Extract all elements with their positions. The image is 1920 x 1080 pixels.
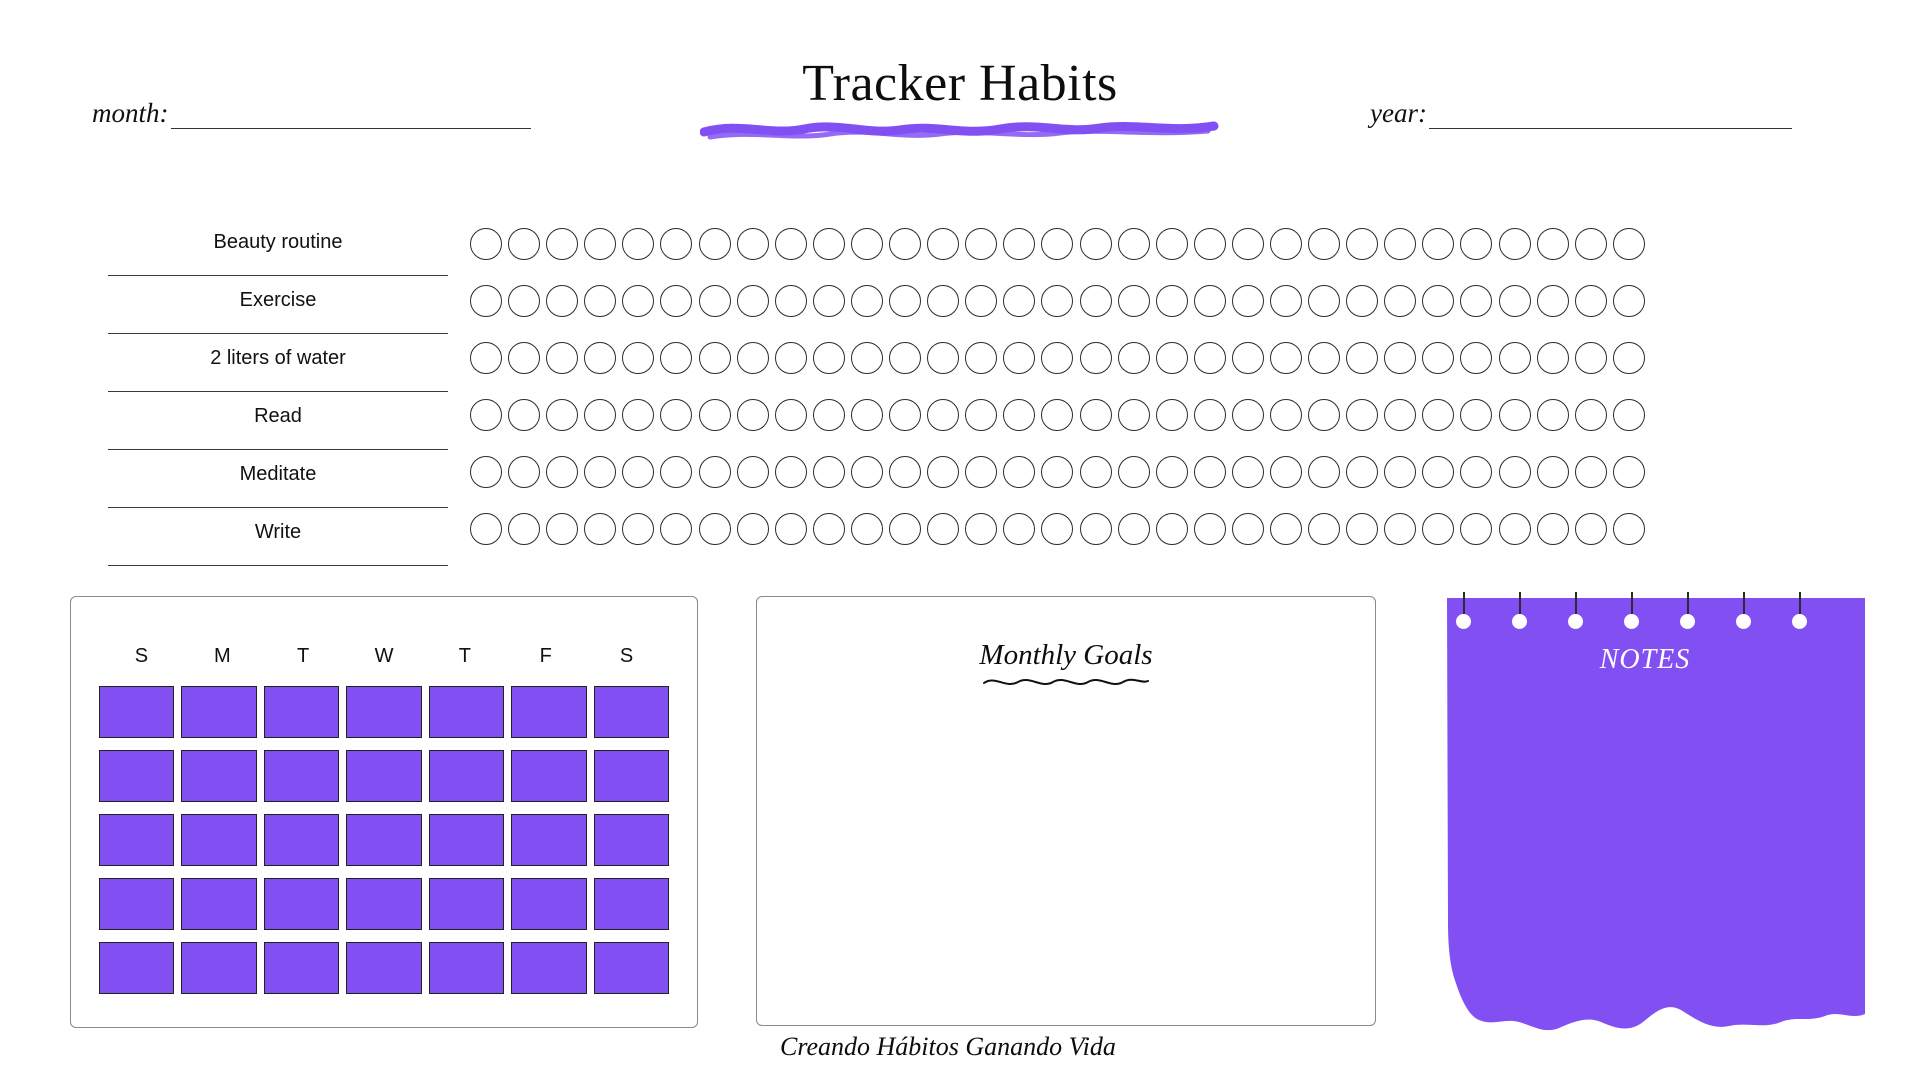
calendar-day-cell[interactable] bbox=[594, 942, 669, 994]
habit-day-checkbox[interactable] bbox=[889, 342, 921, 374]
year-label: year: bbox=[1370, 98, 1427, 128]
habit-day-checkbox[interactable] bbox=[1080, 456, 1112, 488]
notes-ring-icon bbox=[1680, 614, 1695, 629]
habit-day-checkbox[interactable] bbox=[1003, 456, 1035, 488]
title-brush-underline bbox=[700, 116, 1220, 142]
calendar-day-cell[interactable] bbox=[346, 686, 421, 738]
title-block bbox=[660, 55, 1260, 142]
habit-day-checkbox[interactable] bbox=[660, 399, 692, 431]
weekday-label: T bbox=[297, 645, 310, 667]
habit-day-checkbox[interactable] bbox=[1499, 513, 1531, 545]
habit-row[interactable] bbox=[108, 276, 448, 334]
habit-day-checkbox[interactable] bbox=[584, 342, 616, 374]
habit-day-checkbox[interactable] bbox=[1613, 456, 1645, 488]
habit-checkbox-row[interactable] bbox=[470, 329, 1645, 386]
habit-day-checkbox[interactable] bbox=[1613, 228, 1645, 260]
calendar-day-cell[interactable] bbox=[99, 750, 174, 802]
habit-day-checkbox[interactable] bbox=[1384, 513, 1416, 545]
habit-day-checkbox[interactable] bbox=[889, 513, 921, 545]
habit-day-checkbox[interactable] bbox=[1270, 399, 1302, 431]
habit-day-checkbox[interactable] bbox=[1537, 285, 1569, 317]
calendar-day-cell[interactable] bbox=[181, 878, 256, 930]
calendar-day-cell[interactable] bbox=[264, 942, 339, 994]
habit-day-checkbox[interactable] bbox=[1422, 399, 1454, 431]
habit-day-checkbox[interactable] bbox=[813, 285, 845, 317]
habit-day-checkbox[interactable] bbox=[660, 513, 692, 545]
habit-day-checkbox[interactable] bbox=[1041, 342, 1073, 374]
habit-day-checkbox[interactable] bbox=[1384, 456, 1416, 488]
habit-day-checkbox[interactable] bbox=[660, 342, 692, 374]
calendar-day-cell[interactable] bbox=[429, 750, 504, 802]
habit-day-checkbox[interactable] bbox=[1422, 342, 1454, 374]
habit-day-checkbox[interactable] bbox=[1118, 513, 1150, 545]
habit-row[interactable] bbox=[108, 392, 448, 450]
calendar-week-row bbox=[99, 686, 669, 738]
habit-day-checkbox[interactable] bbox=[1308, 228, 1340, 260]
notes-pad[interactable] bbox=[1415, 592, 1875, 1052]
habit-day-checkbox[interactable] bbox=[1537, 456, 1569, 488]
habit-day-checkbox[interactable] bbox=[1422, 228, 1454, 260]
habit-day-checkbox[interactable] bbox=[965, 342, 997, 374]
habit-day-checkbox[interactable] bbox=[1041, 456, 1073, 488]
habit-day-checkbox[interactable] bbox=[1194, 285, 1226, 317]
calendar-day-cell[interactable] bbox=[429, 814, 504, 866]
habit-day-checkbox[interactable] bbox=[1041, 513, 1073, 545]
habit-day-checkbox[interactable] bbox=[775, 513, 807, 545]
habit-row[interactable] bbox=[108, 450, 448, 508]
habit-day-checkbox[interactable] bbox=[1270, 285, 1302, 317]
habit-day-checkbox[interactable] bbox=[622, 342, 654, 374]
habit-day-checkbox[interactable] bbox=[584, 399, 616, 431]
habit-day-checkbox[interactable] bbox=[1346, 399, 1378, 431]
calendar-grid[interactable] bbox=[71, 686, 697, 994]
weekday-label: S bbox=[619, 645, 634, 667]
habit-day-checkbox[interactable] bbox=[737, 456, 769, 488]
notes-ring-icon bbox=[1736, 614, 1751, 629]
calendar-day-cell[interactable] bbox=[346, 750, 421, 802]
habit-day-checkbox[interactable] bbox=[927, 342, 959, 374]
habit-day-checkbox[interactable] bbox=[1384, 285, 1416, 317]
calendar-day-cell[interactable] bbox=[181, 942, 256, 994]
habit-day-checkbox[interactable] bbox=[1346, 513, 1378, 545]
habit-label: Beauty routine bbox=[213, 231, 343, 253]
habit-day-checkbox[interactable] bbox=[1118, 342, 1150, 374]
calendar-weekday-header bbox=[71, 645, 697, 668]
habit-day-checkbox[interactable] bbox=[1346, 285, 1378, 317]
weekday-label: T bbox=[458, 645, 471, 667]
habit-day-checkbox[interactable] bbox=[584, 285, 616, 317]
habit-day-checkbox[interactable] bbox=[1232, 399, 1264, 431]
habit-day-checkbox[interactable] bbox=[1537, 228, 1569, 260]
habit-day-checkbox[interactable] bbox=[737, 399, 769, 431]
calendar-day-cell[interactable] bbox=[346, 878, 421, 930]
habit-day-checkbox[interactable] bbox=[737, 342, 769, 374]
habit-day-checkbox[interactable] bbox=[1270, 228, 1302, 260]
calendar-day-cell[interactable] bbox=[346, 942, 421, 994]
notes-ring-icon bbox=[1568, 614, 1583, 629]
calendar-day-cell[interactable] bbox=[346, 814, 421, 866]
calendar-day-cell[interactable] bbox=[594, 814, 669, 866]
calendar-week-row bbox=[99, 814, 669, 866]
habit-day-checkbox[interactable] bbox=[1346, 342, 1378, 374]
habit-day-checkbox[interactable] bbox=[1499, 456, 1531, 488]
habit-day-checkbox[interactable] bbox=[508, 513, 540, 545]
calendar-panel bbox=[70, 596, 698, 1028]
habit-day-checkbox[interactable] bbox=[851, 285, 883, 317]
habit-day-checkbox[interactable] bbox=[470, 285, 502, 317]
habit-day-checkbox[interactable] bbox=[1308, 399, 1340, 431]
habit-day-checkbox[interactable] bbox=[1003, 285, 1035, 317]
habit-day-checkbox[interactable] bbox=[927, 228, 959, 260]
habit-day-checkbox[interactable] bbox=[546, 513, 578, 545]
habit-day-checkbox[interactable] bbox=[1041, 285, 1073, 317]
habit-day-checkbox[interactable] bbox=[1613, 399, 1645, 431]
habit-day-checkbox[interactable] bbox=[1118, 456, 1150, 488]
year-input[interactable] bbox=[1429, 104, 1792, 129]
habit-day-checkbox[interactable] bbox=[1232, 285, 1264, 317]
habit-day-checkbox[interactable] bbox=[737, 513, 769, 545]
calendar-day-cell[interactable] bbox=[594, 686, 669, 738]
habit-day-checkbox[interactable] bbox=[470, 456, 502, 488]
notes-ring-icon bbox=[1624, 614, 1639, 629]
habit-day-checkbox[interactable] bbox=[1308, 285, 1340, 317]
habit-day-checkbox[interactable] bbox=[1118, 399, 1150, 431]
habit-day-checkbox[interactable] bbox=[470, 228, 502, 260]
calendar-day-cell[interactable] bbox=[511, 814, 586, 866]
habit-day-checkbox[interactable] bbox=[965, 285, 997, 317]
calendar-day-cell[interactable] bbox=[181, 750, 256, 802]
habit-day-checkbox[interactable] bbox=[927, 456, 959, 488]
habit-day-checkbox[interactable] bbox=[1270, 456, 1302, 488]
habit-day-checkbox[interactable] bbox=[699, 456, 731, 488]
habit-day-checkbox[interactable] bbox=[737, 285, 769, 317]
habit-day-checkbox[interactable] bbox=[889, 456, 921, 488]
habit-day-checkbox[interactable] bbox=[508, 285, 540, 317]
habit-day-checkbox[interactable] bbox=[1537, 342, 1569, 374]
habit-day-checkbox[interactable] bbox=[584, 456, 616, 488]
habit-day-checkbox[interactable] bbox=[584, 228, 616, 260]
habit-day-checkbox[interactable] bbox=[1308, 342, 1340, 374]
habit-day-checkbox[interactable] bbox=[1499, 285, 1531, 317]
habit-day-checkbox[interactable] bbox=[622, 228, 654, 260]
habit-day-checkbox[interactable] bbox=[1499, 228, 1531, 260]
habit-day-checkbox[interactable] bbox=[660, 228, 692, 260]
habit-day-checkbox[interactable] bbox=[1118, 285, 1150, 317]
habit-day-checkbox[interactable] bbox=[1384, 342, 1416, 374]
habit-day-checkbox[interactable] bbox=[622, 285, 654, 317]
habit-day-checkbox[interactable] bbox=[699, 285, 731, 317]
habit-day-checkbox[interactable] bbox=[775, 228, 807, 260]
habit-day-checkbox[interactable] bbox=[1041, 399, 1073, 431]
habit-day-checkbox[interactable] bbox=[470, 513, 502, 545]
habit-day-checkbox[interactable] bbox=[1613, 342, 1645, 374]
weekday-label: M bbox=[213, 645, 231, 667]
habit-day-checkbox[interactable] bbox=[622, 399, 654, 431]
habit-day-checkbox[interactable] bbox=[508, 342, 540, 374]
habit-day-checkbox[interactable] bbox=[1460, 456, 1492, 488]
habit-day-checkbox[interactable] bbox=[927, 513, 959, 545]
calendar-day-cell[interactable] bbox=[594, 750, 669, 802]
habit-day-checkbox[interactable] bbox=[1346, 228, 1378, 260]
habit-day-checkbox[interactable] bbox=[1460, 285, 1492, 317]
habit-day-checkbox[interactable] bbox=[699, 399, 731, 431]
calendar-day-cell[interactable] bbox=[264, 686, 339, 738]
habit-day-checkbox[interactable] bbox=[1080, 399, 1112, 431]
habit-day-checkbox[interactable] bbox=[1575, 513, 1607, 545]
habit-day-checkbox[interactable] bbox=[1156, 228, 1188, 260]
calendar-day-cell[interactable] bbox=[264, 814, 339, 866]
footer-tagline: Creando Hábitos Ganando Vida bbox=[780, 1032, 1116, 1061]
habit-label: Meditate bbox=[239, 463, 317, 485]
habit-day-checkbox[interactable] bbox=[851, 342, 883, 374]
page-header bbox=[0, 0, 1920, 175]
habit-day-checkbox[interactable] bbox=[1194, 513, 1226, 545]
habit-day-checkbox[interactable] bbox=[775, 285, 807, 317]
habit-day-checkbox[interactable] bbox=[1460, 513, 1492, 545]
habit-day-checkbox[interactable] bbox=[1575, 342, 1607, 374]
habit-day-checkbox[interactable] bbox=[1194, 456, 1226, 488]
habit-day-checkbox[interactable] bbox=[1232, 342, 1264, 374]
habit-day-checkbox[interactable] bbox=[470, 342, 502, 374]
habit-day-checkbox[interactable] bbox=[1575, 285, 1607, 317]
habit-label: Write bbox=[254, 521, 302, 543]
habit-day-checkbox[interactable] bbox=[1270, 513, 1302, 545]
habit-day-checkbox[interactable] bbox=[1499, 399, 1531, 431]
habit-day-checkbox[interactable] bbox=[813, 513, 845, 545]
habit-day-checkbox[interactable] bbox=[1575, 456, 1607, 488]
habit-checkbox-row[interactable] bbox=[470, 386, 1645, 443]
habit-day-checkbox[interactable] bbox=[546, 456, 578, 488]
habit-checkbox-row[interactable] bbox=[470, 443, 1645, 500]
month-label: month: bbox=[92, 98, 169, 128]
habit-day-checkbox[interactable] bbox=[1460, 342, 1492, 374]
notes-ring-icon bbox=[1456, 614, 1471, 629]
habit-day-checkbox[interactable] bbox=[546, 399, 578, 431]
habit-day-checkbox[interactable] bbox=[889, 228, 921, 260]
habit-day-checkbox[interactable] bbox=[1422, 285, 1454, 317]
habit-row[interactable] bbox=[108, 508, 448, 566]
calendar-day-cell[interactable] bbox=[511, 942, 586, 994]
habit-day-checkbox[interactable] bbox=[546, 285, 578, 317]
habit-day-checkbox[interactable] bbox=[1080, 342, 1112, 374]
monthly-goals-panel[interactable] bbox=[756, 596, 1376, 1026]
habit-day-checkbox[interactable] bbox=[813, 399, 845, 431]
calendar-day-cell[interactable] bbox=[594, 878, 669, 930]
habit-day-checkbox[interactable] bbox=[1537, 513, 1569, 545]
calendar-day-cell[interactable] bbox=[181, 814, 256, 866]
habit-day-checkbox[interactable] bbox=[1080, 285, 1112, 317]
calendar-day-cell[interactable] bbox=[429, 878, 504, 930]
habit-day-checkbox[interactable] bbox=[1232, 228, 1264, 260]
habit-day-checkbox[interactable] bbox=[699, 228, 731, 260]
habit-day-checkbox[interactable] bbox=[1460, 228, 1492, 260]
habit-day-checkbox[interactable] bbox=[508, 228, 540, 260]
habit-day-checkbox[interactable] bbox=[1613, 513, 1645, 545]
habit-day-checkbox[interactable] bbox=[660, 285, 692, 317]
habit-day-checkbox[interactable] bbox=[1384, 228, 1416, 260]
habit-day-checkbox[interactable] bbox=[1384, 399, 1416, 431]
habit-day-checkbox[interactable] bbox=[851, 456, 883, 488]
calendar-day-cell[interactable] bbox=[99, 878, 174, 930]
month-input[interactable] bbox=[171, 104, 531, 129]
habit-name-list bbox=[108, 218, 448, 566]
habit-day-checkbox[interactable] bbox=[889, 399, 921, 431]
habit-day-checkbox[interactable] bbox=[1537, 399, 1569, 431]
habit-label: Exercise bbox=[239, 289, 317, 311]
habit-day-checkbox[interactable] bbox=[1118, 228, 1150, 260]
calendar-day-cell[interactable] bbox=[264, 750, 339, 802]
habit-day-checkbox[interactable] bbox=[1308, 456, 1340, 488]
calendar-week-row bbox=[99, 750, 669, 802]
habit-day-checkbox[interactable] bbox=[1156, 399, 1188, 431]
habit-day-checkbox[interactable] bbox=[546, 342, 578, 374]
habit-day-checkbox[interactable] bbox=[508, 456, 540, 488]
habit-day-checkbox[interactable] bbox=[1156, 342, 1188, 374]
weekday-label: W bbox=[374, 645, 394, 667]
habit-day-checkbox[interactable] bbox=[1575, 228, 1607, 260]
habit-day-checkbox[interactable] bbox=[1041, 228, 1073, 260]
year-field[interactable] bbox=[1370, 98, 1792, 129]
calendar-day-cell[interactable] bbox=[181, 686, 256, 738]
habit-day-checkbox[interactable] bbox=[699, 342, 731, 374]
calendar-day-cell[interactable] bbox=[511, 686, 586, 738]
calendar-week-row bbox=[99, 942, 669, 994]
habit-day-checkbox[interactable] bbox=[470, 399, 502, 431]
habit-day-checkbox[interactable] bbox=[1613, 285, 1645, 317]
habit-day-checkbox[interactable] bbox=[965, 513, 997, 545]
calendar-week-row bbox=[99, 878, 669, 930]
habit-day-checkbox[interactable] bbox=[927, 285, 959, 317]
calendar-day-cell[interactable] bbox=[99, 942, 174, 994]
habit-day-checkbox[interactable] bbox=[699, 513, 731, 545]
calendar-day-cell[interactable] bbox=[429, 942, 504, 994]
habit-day-checkbox[interactable] bbox=[775, 342, 807, 374]
habit-day-checkbox[interactable] bbox=[775, 456, 807, 488]
habit-day-checkbox[interactable] bbox=[1575, 399, 1607, 431]
habit-day-checkbox[interactable] bbox=[584, 513, 616, 545]
notes-ring-icon bbox=[1792, 614, 1807, 629]
habit-row[interactable] bbox=[108, 218, 448, 276]
habit-day-checkbox[interactable] bbox=[813, 342, 845, 374]
calendar-day-cell[interactable] bbox=[99, 814, 174, 866]
habit-day-checkbox[interactable] bbox=[1308, 513, 1340, 545]
habit-day-checkbox[interactable] bbox=[1003, 342, 1035, 374]
notes-title: NOTES bbox=[1599, 644, 1691, 675]
habit-day-checkbox[interactable] bbox=[622, 456, 654, 488]
squiggle-underline-icon bbox=[981, 674, 1151, 690]
habit-day-checkbox[interactable] bbox=[1194, 399, 1226, 431]
calendar-day-cell[interactable] bbox=[264, 878, 339, 930]
habit-day-checkbox[interactable] bbox=[1422, 456, 1454, 488]
habit-checkbox-row[interactable] bbox=[470, 500, 1645, 557]
habit-day-checkbox[interactable] bbox=[1003, 513, 1035, 545]
weekday-label: F bbox=[539, 645, 552, 667]
calendar-day-cell[interactable] bbox=[99, 686, 174, 738]
habit-day-checkbox[interactable] bbox=[1232, 456, 1264, 488]
habit-day-checkbox[interactable] bbox=[851, 513, 883, 545]
habit-day-checkbox[interactable] bbox=[775, 399, 807, 431]
habit-day-checkbox[interactable] bbox=[813, 228, 845, 260]
monthly-goals-title: Monthly Goals bbox=[979, 639, 1153, 671]
habit-checkbox-row[interactable] bbox=[470, 215, 1645, 272]
habit-day-checkbox[interactable] bbox=[889, 285, 921, 317]
habit-day-checkbox[interactable] bbox=[965, 456, 997, 488]
habit-checkbox-row[interactable] bbox=[470, 272, 1645, 329]
habit-day-checkbox[interactable] bbox=[1080, 513, 1112, 545]
calendar-day-cell[interactable] bbox=[511, 878, 586, 930]
habit-day-checkbox[interactable] bbox=[1346, 456, 1378, 488]
notes-ring-icon bbox=[1512, 614, 1527, 629]
habit-day-checkbox[interactable] bbox=[1270, 342, 1302, 374]
habit-day-checkbox[interactable] bbox=[1156, 456, 1188, 488]
habit-day-checkbox[interactable] bbox=[1080, 228, 1112, 260]
calendar-day-cell[interactable] bbox=[429, 686, 504, 738]
weekday-label: S bbox=[134, 645, 149, 667]
habit-day-checkbox[interactable] bbox=[737, 228, 769, 260]
habit-day-checkbox[interactable] bbox=[851, 399, 883, 431]
habit-day-checkbox[interactable] bbox=[660, 456, 692, 488]
page-title: Tracker Habits bbox=[802, 55, 1118, 112]
habit-day-checkbox[interactable] bbox=[1156, 285, 1188, 317]
habit-day-checkbox[interactable] bbox=[1422, 513, 1454, 545]
habit-label: 2 liters of water bbox=[210, 347, 346, 369]
habit-day-checkbox[interactable] bbox=[813, 456, 845, 488]
habit-day-checkbox[interactable] bbox=[1156, 513, 1188, 545]
habit-day-checkbox[interactable] bbox=[851, 228, 883, 260]
habit-day-checkbox[interactable] bbox=[1003, 399, 1035, 431]
month-field[interactable] bbox=[92, 98, 531, 129]
habit-day-checkbox[interactable] bbox=[1194, 342, 1226, 374]
habit-day-checkbox[interactable] bbox=[1232, 513, 1264, 545]
habit-day-checkbox[interactable] bbox=[1499, 342, 1531, 374]
habit-checkbox-grid[interactable] bbox=[470, 215, 1645, 557]
habit-label: Read bbox=[254, 405, 302, 427]
calendar-day-cell[interactable] bbox=[511, 750, 586, 802]
habit-day-checkbox[interactable] bbox=[965, 399, 997, 431]
habit-day-checkbox[interactable] bbox=[546, 228, 578, 260]
habit-day-checkbox[interactable] bbox=[927, 399, 959, 431]
habit-row[interactable] bbox=[108, 334, 448, 392]
habit-day-checkbox[interactable] bbox=[965, 228, 997, 260]
habit-day-checkbox[interactable] bbox=[622, 513, 654, 545]
habit-day-checkbox[interactable] bbox=[1003, 228, 1035, 260]
habit-day-checkbox[interactable] bbox=[1460, 399, 1492, 431]
habit-day-checkbox[interactable] bbox=[508, 399, 540, 431]
habit-day-checkbox[interactable] bbox=[1194, 228, 1226, 260]
